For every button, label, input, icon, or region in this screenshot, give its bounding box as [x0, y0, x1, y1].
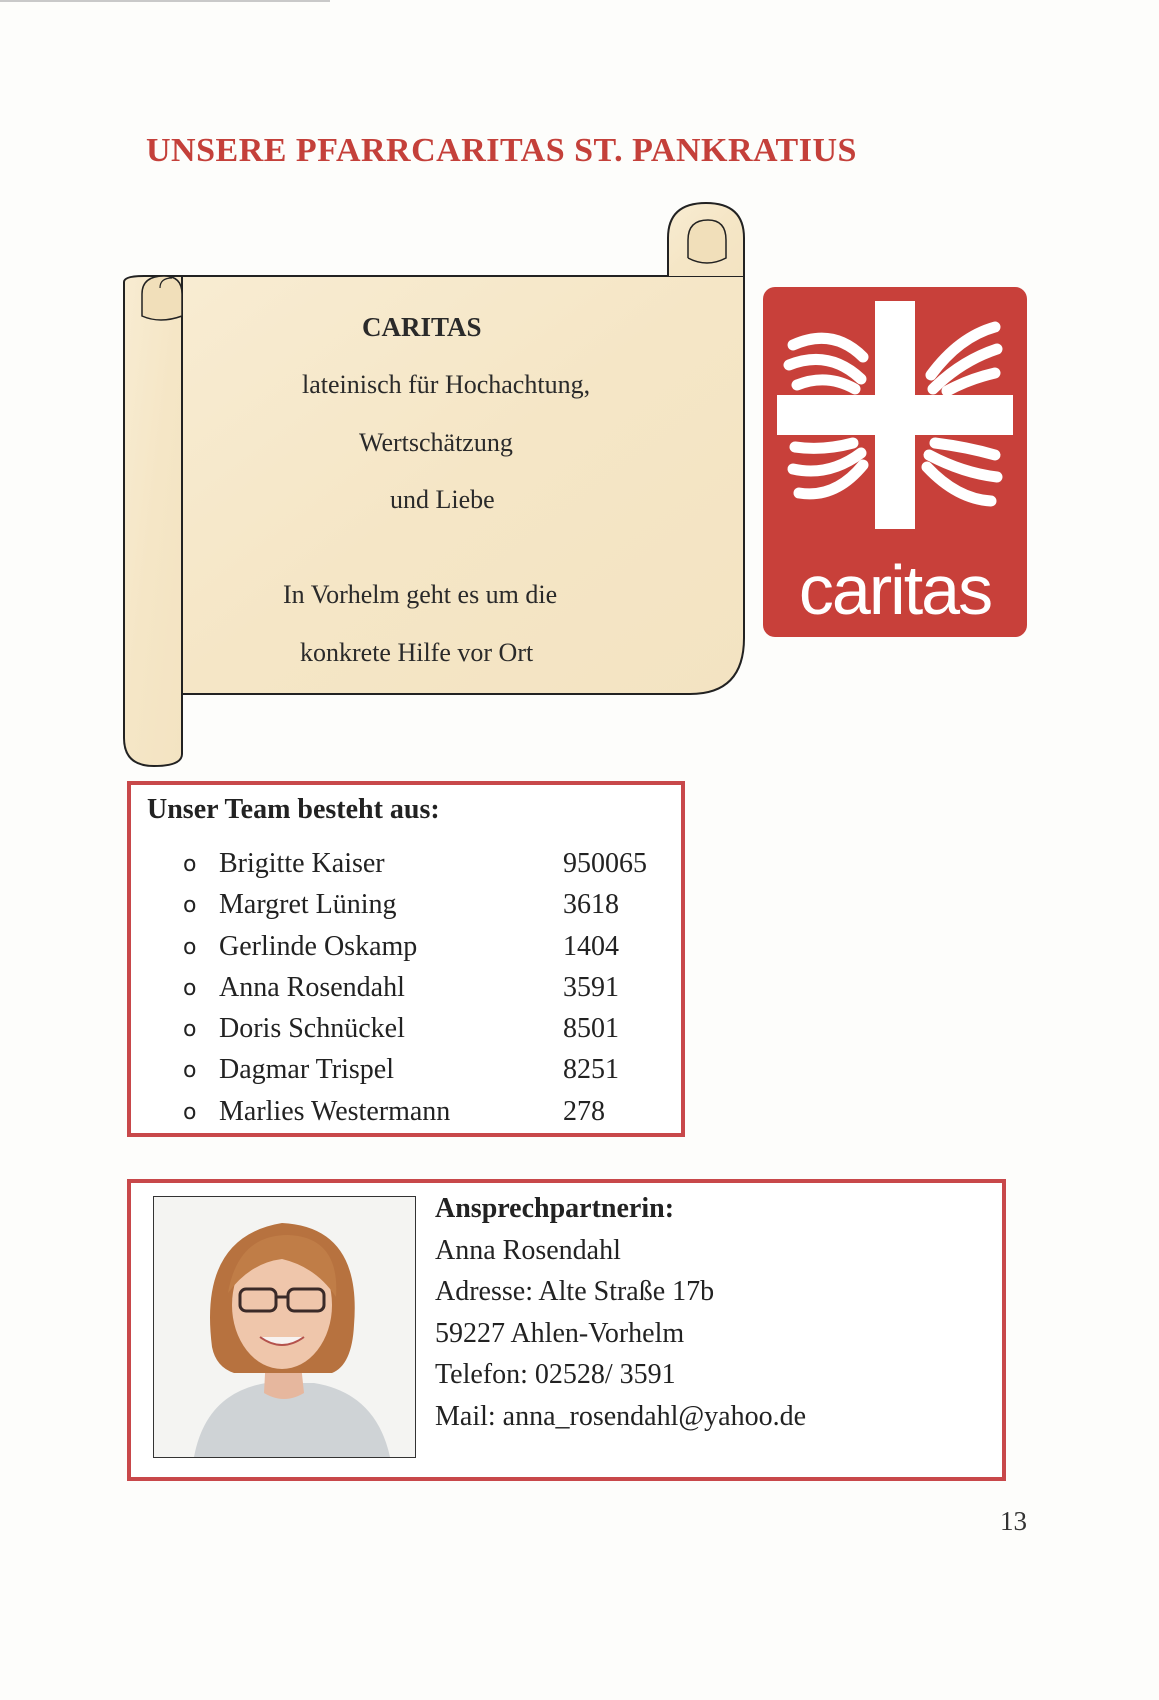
page-title: UNSERE PFARRCARITAS ST. PANKRATIUS: [146, 132, 857, 169]
member-name: Doris Schnückel: [219, 1013, 405, 1045]
scroll-line-4: In Vorhelm geht es um die: [283, 580, 558, 609]
bullet: o: [183, 934, 197, 960]
portrait-image: [154, 1197, 414, 1457]
list-item: [131, 972, 681, 1013]
page-top-rule: [0, 0, 330, 2]
list-item: [131, 1054, 681, 1095]
member-name: Anna Rosendahl: [219, 971, 405, 1003]
parchment-scroll: [120, 198, 760, 768]
caritas-logo-wordmark: caritas: [798, 551, 992, 629]
bullet: o: [183, 975, 197, 1001]
scroll-heading: CARITAS: [362, 312, 482, 342]
member-phone: 950065: [563, 848, 647, 879]
caritas-logo: [763, 287, 1027, 637]
list-item: [131, 848, 681, 889]
contact-photo: [153, 1196, 416, 1458]
team-list: [131, 848, 681, 1137]
caritas-cross-icon: [763, 287, 1027, 551]
member-phone: 3618: [563, 889, 619, 921]
member-name: Margret Lüning: [219, 889, 397, 921]
contact-mail[interactable]: Mail: anna_rosendahl@yahoo.de: [435, 1400, 807, 1432]
member-phone: 1404: [563, 930, 619, 962]
member-name: Marlies Westermann: [219, 1095, 451, 1127]
bullet: o: [183, 893, 197, 919]
bullet: o: [183, 1058, 197, 1084]
list-item: [131, 1013, 681, 1054]
member-name: Brigitte Kaiser: [219, 848, 385, 879]
scroll-line-2: Wertschätzung: [359, 428, 513, 457]
member-phone: 8501: [563, 1013, 619, 1045]
member-phone: 278: [563, 1095, 605, 1127]
scroll-line-5: konkrete Hilfe vor Ort: [300, 638, 534, 667]
scroll-line-3: und Liebe: [390, 485, 495, 514]
list-item: [131, 1096, 681, 1137]
list-item: [131, 931, 681, 972]
member-phone: 3591: [563, 971, 619, 1003]
member-phone: 8251: [563, 1054, 619, 1086]
contact-heading: Ansprechpartnerin:: [435, 1193, 675, 1224]
member-name: Dagmar Trispel: [219, 1054, 394, 1086]
member-name: Gerlinde Oskamp: [219, 930, 418, 962]
contact-details: [435, 1193, 806, 1442]
list-item: [131, 889, 681, 930]
page-number: 13: [1000, 1506, 1027, 1536]
contact-box: [127, 1179, 1006, 1481]
contact-name: Anna Rosendahl: [435, 1234, 621, 1266]
bullet: o: [183, 852, 197, 877]
contact-address: Adresse: Alte Straße 17b: [435, 1276, 715, 1307]
scroll-line-1: lateinisch für Hochachtung,: [302, 370, 591, 399]
bullet: o: [183, 1099, 197, 1125]
team-box: [127, 781, 685, 1137]
contact-city: 59227 Ahlen-Vorhelm: [435, 1317, 685, 1349]
team-heading: Unser Team besteht aus:: [147, 794, 440, 825]
contact-phone: Telefon: 02528/ 3591: [435, 1359, 676, 1390]
bullet: o: [183, 1017, 197, 1043]
